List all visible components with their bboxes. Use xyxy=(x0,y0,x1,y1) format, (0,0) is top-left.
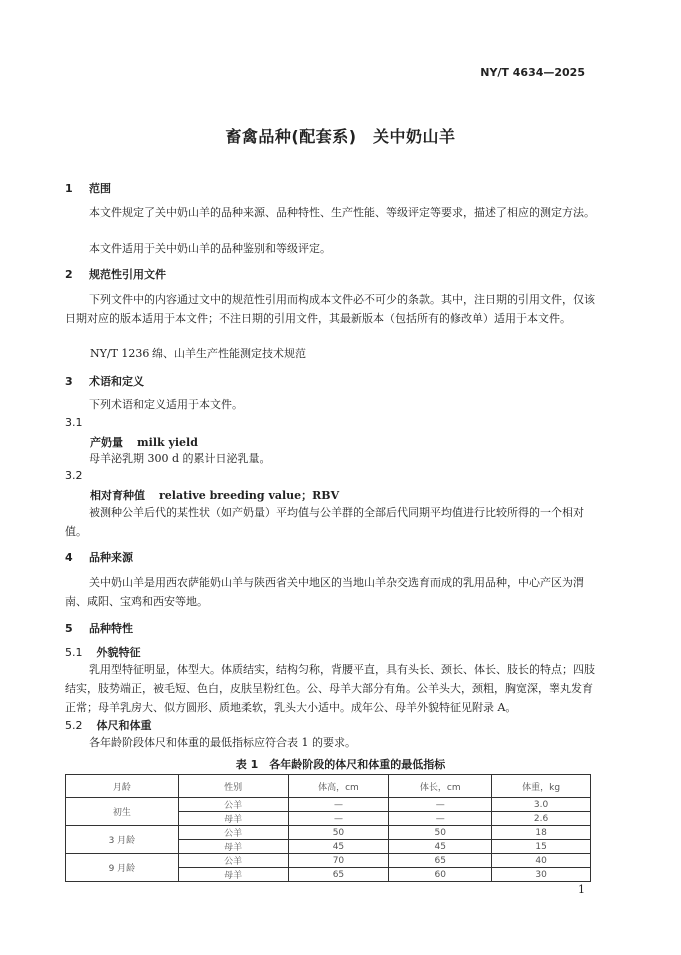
section-4-paragraph-1: 关中奶山羊是用西农萨能奶山羊与陕西省关中地区的当地山羊杂交选育而成的乳用品种，中心产区为渭南、咸阳、宝鸡和西安等地。 xyxy=(65,576,584,608)
sex-cell: 公羊 xyxy=(178,854,288,868)
weight-cell: 30 xyxy=(492,868,591,882)
height-cell: 70 xyxy=(288,854,389,868)
subsection-5-1-paragraph: 乳用型特征明显，体型大。体质结实，结构匀称，背腰平直，具有头长、颈长、体长、肢长的特点；四肢结实，肢势端正，被毛短、色白，皮肤呈粉红色。公、母羊大部分有角。公羊头大，颈粗，胸宽深，睾丸发育正常；母羊乳房大、似方圆形、质地柔软，乳头大小适中。成年公、母羊外貌特征见附录 A。 xyxy=(65,663,595,714)
section-3-heading: 3 术语和定义 xyxy=(65,375,144,388)
length-cell: — xyxy=(389,812,492,826)
term-3-2-title: 相对育种值 relative breeding value；RBV xyxy=(90,489,340,502)
weight-cell: 15 xyxy=(492,840,591,854)
page-number: 1 xyxy=(578,883,585,896)
section-5-heading: 5 品种特性 xyxy=(65,622,133,635)
term-3-2-number: 3.2 xyxy=(65,469,83,482)
section-4-heading: 4 品种来源 xyxy=(65,551,133,564)
table-header-row xyxy=(66,775,591,798)
table-row xyxy=(66,798,591,812)
height-cell: 65 xyxy=(288,868,389,882)
length-cell: 60 xyxy=(389,868,492,882)
age-cell: 3 月龄 xyxy=(66,826,179,854)
term-3-1-title: 产奶量 milk yield xyxy=(90,436,198,449)
subsection-5-2-paragraph: 各年龄阶段体尺和体重的最低指标应符合表 1 的要求。 xyxy=(89,736,356,749)
header-age: 月龄 xyxy=(66,775,179,798)
sex-cell: 公羊 xyxy=(178,826,288,840)
age-cell: 初生 xyxy=(66,798,179,826)
term-3-2-definition: 被测种公羊后代的某性状（如产奶量）平均值与公羊群的全部后代同期平均值进行比较所得的一个相对值。 xyxy=(65,506,584,538)
weight-cell: 40 xyxy=(492,854,591,868)
table-row xyxy=(66,826,591,840)
section-1-heading: 1 范围 xyxy=(65,182,111,195)
sex-cell: 母羊 xyxy=(178,840,288,854)
length-cell: 65 xyxy=(389,854,492,868)
height-cell: 45 xyxy=(288,840,389,854)
subsection-5-1-heading: 5.1 外貌特征 xyxy=(65,646,141,659)
normative-reference: NY/T 1236 绵、山羊生产性能测定技术规范 xyxy=(90,347,306,360)
document-title: 畜禽品种(配套系) 关中奶山羊 xyxy=(225,127,456,146)
table-1 xyxy=(65,774,591,882)
section-2-paragraph-1: 下列文件中的内容通过文中的规范性引用而构成本文件必不可少的条款。其中，注日期的引用文件，仅该日期对应的版本适用于本文件；不注日期的引用文件，其最新版本（包括所有的修改单）适用于本文件。 xyxy=(65,293,595,325)
sex-cell: 母羊 xyxy=(178,868,288,882)
term-3-1-number: 3.1 xyxy=(65,416,83,429)
subsection-5-2-heading: 5.2 体尺和体重 xyxy=(65,719,152,732)
section-2-heading: 2 规范性引用文件 xyxy=(65,268,166,281)
weight-cell: 18 xyxy=(492,826,591,840)
section-1-paragraph-2: 本文件适用于关中奶山羊的品种鉴别和等级评定。 xyxy=(89,242,331,255)
length-cell: 45 xyxy=(389,840,492,854)
age-cell: 9 月龄 xyxy=(66,854,179,882)
height-cell: 50 xyxy=(288,826,389,840)
table-row xyxy=(66,854,591,868)
sex-cell: 母羊 xyxy=(178,812,288,826)
section-3-paragraph-1: 下列术语和定义适用于本文件。 xyxy=(89,398,243,411)
length-cell: — xyxy=(389,798,492,812)
sex-cell: 公羊 xyxy=(178,798,288,812)
weight-cell: 3.0 xyxy=(492,798,591,812)
header-sex: 性别 xyxy=(178,775,288,798)
header-height: 体高，cm xyxy=(288,775,389,798)
height-cell: — xyxy=(288,812,389,826)
header-weight: 体重，kg xyxy=(492,775,591,798)
height-cell: — xyxy=(288,798,389,812)
term-3-1-definition: 母羊泌乳期 300 d 的累计日泌乳量。 xyxy=(89,452,271,465)
length-cell: 50 xyxy=(389,826,492,840)
section-1-paragraph-1: 本文件规定了关中奶山羊的品种来源、品种特性、生产性能、等级评定等要求，描述了相应的测定方法。 xyxy=(89,206,595,219)
header-length: 体长，cm xyxy=(389,775,492,798)
standard-number: NY/T 4634—2025 xyxy=(480,66,585,79)
weight-cell: 2.6 xyxy=(492,812,591,826)
table-1-caption: 表 1 各年龄阶段的体尺和体重的最低指标 xyxy=(235,758,446,771)
